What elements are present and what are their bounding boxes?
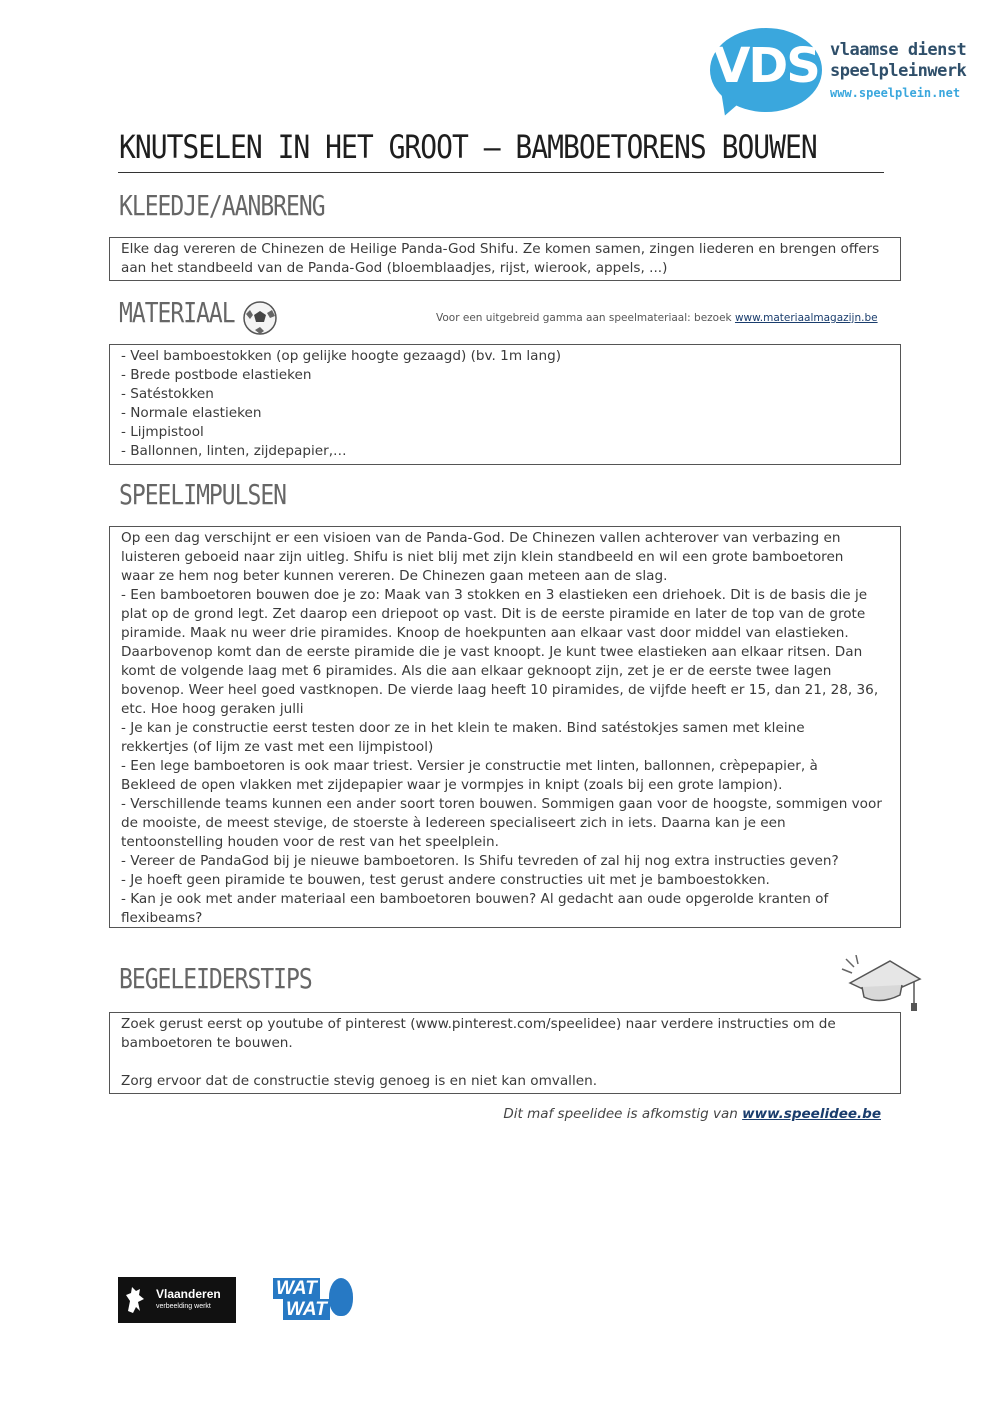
footer-text: Dit maf speelidee is afkomstig van <box>503 1106 743 1122</box>
heading-begeleiderstips: BEGELEIDERSTIPS <box>119 964 312 996</box>
vds-logo <box>710 28 970 118</box>
speelimpulsen-line: Daarbovenop komt dan de eerste piramide die je vast knoopt. Je kunt twee elastieken aan elkaar ritsen. Dan <box>121 644 863 660</box>
logo-line-1: vlaamse dienst <box>830 40 967 60</box>
materiaal-box <box>109 344 901 465</box>
footer-credit <box>503 1106 881 1122</box>
tips-line: bamboetoren te bouwen. <box>121 1035 293 1051</box>
logo-url[interactable]: www.speelplein.net <box>830 86 961 100</box>
speelimpulsen-line: Op een dag verschijnt er een visioen van de Panda-God. De Chinezen vallen achterover van verbazing en <box>121 530 841 546</box>
materiaalmagazijn-link[interactable]: www.materiaalmagazijn.be <box>734 312 878 324</box>
paragraph-gap <box>121 1053 889 1072</box>
speelimpulsen-line: plat op de grond legt. Zet daarop een driepoot op vast. Dit is de eerste piramide en later de top van de grote <box>121 606 866 622</box>
flemish-lion-icon <box>124 1285 146 1315</box>
soccer-ball-icon <box>242 300 278 336</box>
materiaal-item: - Brede postbode elastieken <box>121 367 312 383</box>
watwat-line-2: WAT <box>283 1299 330 1320</box>
speelimpulsen-line: rekkertjes (of lijm ze vast met een lijmpistool) <box>121 739 434 755</box>
speelimpulsen-line: etc. Hoe hoog geraken julli <box>121 701 304 717</box>
speelimpulsen-line: - Kan je ook met ander materiaal een bamboetoren bouwen? Al gedacht aan oude opgerolde kranten of <box>121 891 829 907</box>
speelimpulsen-line: - Vereer de PandaGod bij je nieuwe bamboetoren. Is Shifu tevreden of zal hij nog extra instructies geven? <box>121 853 839 869</box>
speelidee-link[interactable]: www.speelidee.be <box>742 1106 881 1122</box>
speelimpulsen-line: - Je hoeft geen piramide te bouwen, test gerust andere constructies uit met je bamboestokken. <box>121 872 770 888</box>
tips-line: Zoek gerust eerst op youtube of pinterest (www.pinterest.com/speelidee) naar verdere instructies om de <box>121 1016 836 1032</box>
speelimpulsen-line: - Een bamboetoren bouwen doe je zo: Maak van 3 stokken en 3 elastieken een driehoek. Dit is de basis die je <box>121 587 868 603</box>
graduation-cap-icon <box>840 955 922 1013</box>
speelimpulsen-line: de mooiste, de meest stevige, de stoerste à Iedereen specialiseert zich in iets. Daarna kan je een <box>121 815 786 831</box>
speelimpulsen-line: - Verschillende teams kunnen een ander soort toren bouwen. Sommigen gaan voor de hoogste, sommigen voor <box>121 796 882 812</box>
speelimpulsen-line: komt de volgende laag met 6 piramides. Als die aan elkaar geknoopt zijn, zet je er de eerste twee lagen <box>121 663 832 679</box>
speelimpulsen-line: bovenop. Weer heel goed vastknopen. De vierde laag heeft 10 piramides, de vijfde heeft er 15, dan 21, 28, 36, <box>121 682 879 698</box>
vlaanderen-title: Vlaanderen <box>156 1287 221 1301</box>
speelimpulsen-line: flexibeams? <box>121 910 203 926</box>
heading-kleedje: KLEEDJE/AANBRENG <box>119 191 325 223</box>
speelimpulsen-line: Bekleed de open vlakken met zijdepapier waar je vormpjes in knipt (zoals bij een grote lampion). <box>121 777 783 793</box>
speelimpulsen-line: - Je kan je constructie eerst testen door ze in het klein te maken. Bind satéstokjes samen met kleine <box>121 720 805 736</box>
vlaanderen-subtitle: verbeelding werkt <box>156 1303 211 1310</box>
vlaanderen-logo <box>118 1277 236 1323</box>
speelimpulsen-line: tentoonstelling houden voor de rest van het speelplein. <box>121 834 499 850</box>
heading-materiaal: MATERIAAL <box>119 298 235 330</box>
materiaal-item: - Lijmpistool <box>121 424 204 440</box>
watwat-egg-icon <box>329 1278 353 1316</box>
watwat-logo <box>273 1276 355 1322</box>
page-title: KNUTSELEN IN HET GROOT – BAMBOETORENS BOUWEN <box>119 128 817 166</box>
watwat-line-1: WAT <box>273 1278 320 1299</box>
materiaal-item: - Satéstokken <box>121 386 214 402</box>
title-divider <box>118 172 884 173</box>
logo-line-2: speelpleinwerk <box>830 61 967 81</box>
speelimpulsen-line: piramide. Maak nu weer drie piramides. Knoop de hoekpunten aan elkaar vast door middel van elastieken. <box>121 625 849 641</box>
speelimpulsen-line: waar ze hem nog beter kunnen vereren. De Chinezen gaan meteen aan de slag. <box>121 568 668 584</box>
materiaal-note <box>436 312 878 324</box>
materiaal-item: - Normale elastieken <box>121 405 262 421</box>
materiaal-note-text: Voor een uitgebreid gamma aan speelmateriaal: bezoek <box>436 312 735 324</box>
vds-badge: VDS <box>713 38 819 94</box>
speelimpulsen-line: - Een lege bamboetoren is ook maar triest. Versier je constructie met linten, ballonnen, crèpepapier, à <box>121 758 818 774</box>
kleedje-line: aan het standbeeld van de Panda-God (bloemblaadjes, rijst, wierook, appels, ...) <box>121 260 668 276</box>
speelimpulsen-line: luisteren geboeid naar zijn uitleg. Shifu is niet blij met zijn klein standbeeld en wil een grote bamboetoren <box>121 549 844 565</box>
kleedje-line: Elke dag vereren de Chinezen de Heilige Panda-God Shifu. Ze komen samen, zingen liederen en brengen offers <box>121 241 880 257</box>
heading-speelimpulsen: SPEELIMPULSEN <box>119 480 287 512</box>
kleedje-box <box>109 237 901 281</box>
begeleiderstips-box <box>109 1012 901 1094</box>
materiaal-item: - Ballonnen, linten, zijdepapier,… <box>121 443 347 459</box>
speelimpulsen-box <box>109 526 901 928</box>
tips-line: Zorg ervoor dat de constructie stevig genoeg is en niet kan omvallen. <box>121 1073 598 1089</box>
materiaal-item: - Veel bamboestokken (op gelijke hoogte gezaagd) (bv. 1m lang) <box>121 348 562 364</box>
